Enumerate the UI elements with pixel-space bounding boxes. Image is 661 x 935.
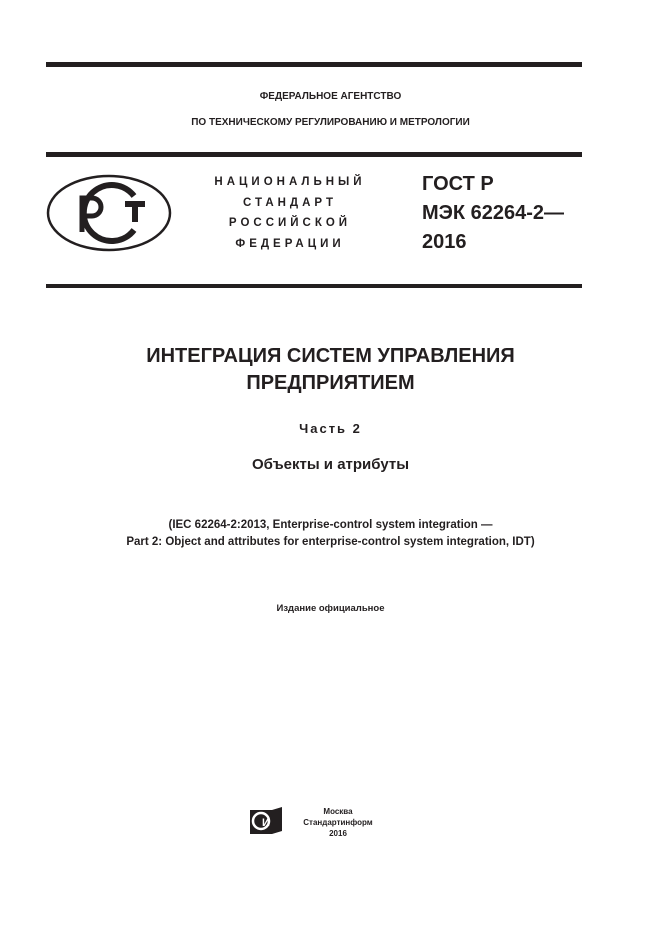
publisher-info (296, 806, 380, 839)
header-bottom-rule (46, 284, 582, 288)
title-line: ИНТЕГРАЦИЯ СИСТЕМ УПРАВЛЕНИЯ (146, 345, 515, 367)
edition-label: Издание официальное (276, 603, 385, 614)
svg-text:И: И (262, 817, 270, 829)
gost-logo (46, 174, 172, 252)
top-rule (46, 62, 582, 67)
agency-line-1: ФЕДЕРАЛЬНОЕ АГЕНТСТВО (259, 91, 402, 102)
iec-ref-line: (IEC 62264-2:2013, Enterprise-control system integration — (168, 519, 493, 531)
title-line: ПРЕДПРИЯТИЕМ (246, 372, 415, 394)
standard-type (205, 172, 375, 254)
designation (422, 170, 564, 257)
part-label: Часть 2 (299, 421, 362, 436)
iec-ref-line: Part 2: Object and attributes for enterprise-control system integration, IDT) (126, 536, 535, 548)
designation-line: ГОСТ Р (422, 173, 494, 195)
publisher-name: Стандартинформ (303, 818, 373, 827)
subtitle: Объекты и атрибуты (251, 456, 410, 473)
standard-type-line: НАЦИОНАЛЬНЫЙ (214, 176, 366, 188)
designation-line: 2016 (422, 231, 467, 253)
standard-type-line: РОССИЙСКОЙ (228, 217, 352, 229)
agency-line-2: ПО ТЕХНИЧЕСКОМУ РЕГУЛИРОВАНИЮ И МЕТРОЛОГИИ (191, 117, 470, 128)
document-title (0, 343, 661, 397)
designation-line: МЭК 62264-2— (422, 202, 565, 224)
publisher-city: Москва (323, 807, 353, 816)
standard-type-line: СТАНДАРТ (243, 196, 337, 209)
publisher-year: 2016 (329, 829, 347, 838)
standard-type-line: ФЕДЕРАЦИИ (235, 237, 345, 250)
header-rule (46, 152, 582, 157)
publisher-logo (248, 806, 286, 836)
iec-reference (0, 517, 661, 551)
